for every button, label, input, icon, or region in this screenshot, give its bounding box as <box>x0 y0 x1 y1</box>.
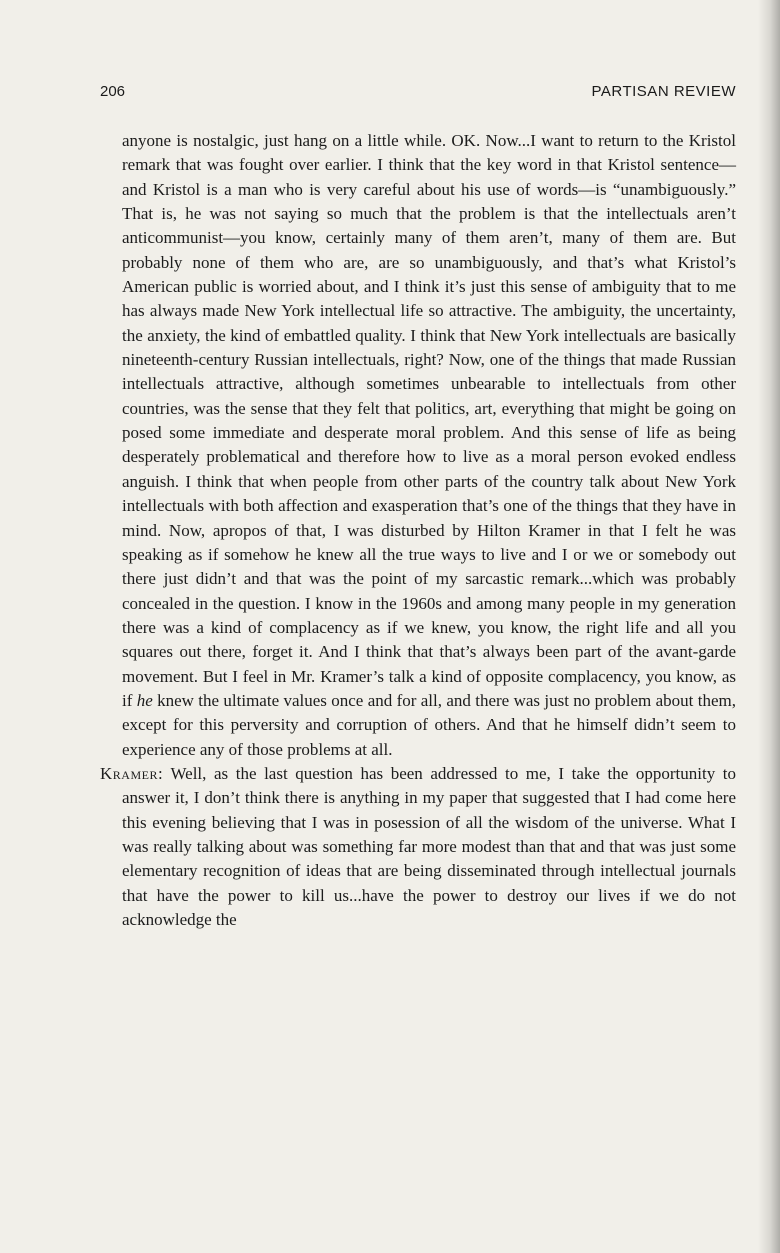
paragraph-text: Well, as the last question has been addressed to me, I take the opportunity to answer it, I don’t think there is anything in my paper that suggested that I had come here this evening believing that I was in posession of all the wisdom of the universe. What I was really talking about was something far more modest than that and that was just some elementary recognition of ideas that are being disseminated through intellectual journals that have the power to kill us...have the power to destroy our lives if we do not acknowledge the <box>122 763 736 929</box>
page-edge-shadow <box>758 0 780 1253</box>
paragraph-text: anyone is nostalgic, just hang on a little while. OK. Now...I want to return to the Kristol remark that was fought over earlier. I think that the key word in that Kristol sentence—and Kristol is a man who is very careful about his use of words—is “unambiguously.” That is, he was not saying so much that the problem is that the intellectuals aren’t anticommunist—you know, certainly many of them aren’t, many of them are. But probably none of them who are, are so unambiguously, and that’s what Kristol’s American public is worried about, and I think it’s just this sense of ambiguity that to me has always made New York intellectual life so attractive. The ambiguity, the uncertainty, the anxiety, the kind of embattled quality. I think that New York intellectuals are basically nineteenth-century Russian intellectuals, right? Now, one of the things that made Russian intellectuals attractive, although sometimes unbearable to intellectuals from other countries, was the sense that they felt that politics, art, everything that might be going on posed some immediate and desperate moral problem. And this sense of life as being desperately problematical and therefore how to live as a moral person evoked endless anguish. I think that when people from other parts of the country talk about New York intellectuals with both affection and exasperation that’s one of the things that they have in mind. Now, apropos of that, I was disturbed by Hilton Kramer in that I felt he was speaking as if somehow he knew all the true ways to live and I or we or somebody out there just didn’t and that was the point of my sarcastic remark...which was probably concealed in the question. I know in the 1960s and among many people in my generation there was a kind of complacency as if we knew, you know, the right life and all you squares out there, forget it. And I think that that’s always been part of the avant-garde movement. But I feel in Mr. Kramer’s talk a kind of opposite complacency, you know, as if he knew the ultimate values once and for all, and there was just no problem about them, except for this perversity and corruption of others. And that he himself didn’t seem to experience any of those problems at all. <box>122 131 736 759</box>
journal-title: PARTISAN REVIEW <box>591 83 736 100</box>
page-number: 206 <box>100 83 126 100</box>
paragraph-continued <box>100 129 736 762</box>
paragraph-kramer <box>100 762 736 932</box>
emphasis: he <box>136 690 153 710</box>
running-head <box>100 83 736 105</box>
speaker-name: Kramer: <box>100 763 164 783</box>
body-text <box>100 129 736 932</box>
